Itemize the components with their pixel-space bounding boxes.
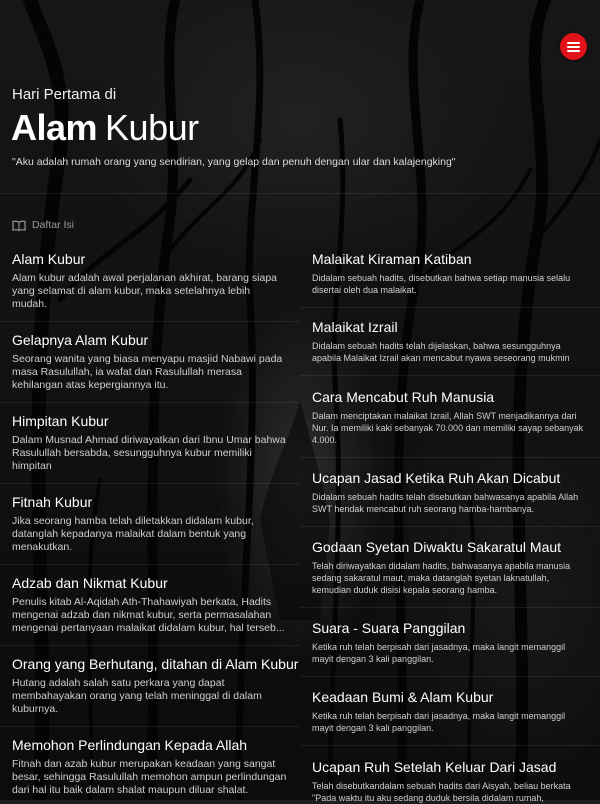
page-quote: "Aku adalah rumah orang yang sendirian, yang gelap dan penuh dengan ular dan kalajengking" [12, 156, 456, 168]
hamburger-menu-icon [567, 42, 580, 52]
list-item-title: Himpitan Kubur [12, 413, 109, 429]
list-divider [300, 745, 600, 746]
list-item-desc: Telah disebutkandalam sebuah hadits dari Aisyah, beliau berkata "Pada waktu itu aku sedang duduk bersila didalam rumah, [312, 781, 571, 803]
list-item[interactable] [12, 250, 288, 311]
list-item-desc: Didalam sebuah hadits telah dijelaskan, bahwa sesungguhnya apabila Malaikat Izrail akan mencabut nyawa seseorang mukmin [312, 341, 570, 363]
list-divider [0, 645, 300, 646]
list-item-title: Fitnah Kubur [12, 494, 93, 510]
list-item[interactable] [312, 758, 588, 804]
list-divider [0, 321, 300, 322]
list-item[interactable] [12, 412, 288, 473]
list-item-title: Orang yang Berhutang, ditahan di Alam Kubur [12, 656, 299, 672]
list-divider [300, 676, 600, 677]
list-item[interactable] [312, 619, 588, 665]
page-title-light: Kubur [105, 107, 199, 148]
list-item-title: Ucapan Ruh Setelah Keluar Dari Jasad [312, 759, 557, 775]
list-divider [300, 375, 600, 376]
list-divider [0, 402, 300, 403]
list-divider [0, 564, 300, 565]
list-item-desc: Penulis kitab Al-Aqidah Ath-Thahawiyah berkata, Hadits mengenai adzab dan nikmat kubur, serta permasalahan mengenai pertanyaan malaikat didalam kubur, hal terseb... [12, 596, 285, 634]
list-item-desc: Seorang wanita yang biasa menyapu masjid Nabawi pada masa Rasulullah, ia wafat dan Rasulullah merasa kehilangan atas kepergiannya itu. [12, 353, 283, 391]
list-item[interactable] [312, 388, 588, 446]
list-item[interactable] [312, 250, 588, 296]
list-item[interactable] [12, 331, 288, 392]
list-item-title: Ucapan Jasad Ketika Ruh Akan Dicabut [312, 470, 561, 486]
toc-heading [12, 219, 74, 231]
list-item-desc: Ketika ruh telah berpisah dari jasadnya, maka langit memanggil mayit dengan 3 kali panggilan. [312, 711, 566, 733]
toc-label: Daftar Isi [32, 219, 75, 231]
list-item-title: Cara Mencabut Ruh Manusia [312, 389, 495, 405]
list-item[interactable] [12, 736, 288, 797]
list-item-desc: Fitnah dan azab kubur merupakan keadaan yang sangat besar, sehingga Rasulullah memohon ampun perlindungan dari hal itu baik dalam shalat maupun diluar shalat. [12, 758, 287, 796]
list-item[interactable] [312, 469, 588, 515]
list-item-title: Gelapnya Alam Kubur [12, 332, 149, 348]
list-item-desc: Alam kubur adalah awal perjalanan akhirat, barang siapa yang selamat di alam kubur, maka setelahnya lebih mudah. [12, 272, 278, 310]
list-item-desc: Jika seorang hamba telah diletakkan didalam kubur, datanglah kepadanya malaikat dalam bentuk yang menakutkan. [12, 515, 254, 553]
list-item-desc: Dalam menciptakan malaikat Izrail, Allah SWT menjadikannya dari Nur. Ia memiliki kaki sebanyak 70.000 dan memiliki sayap sebanyak 4.000. [312, 411, 584, 445]
list-item[interactable] [12, 574, 288, 635]
list-item[interactable] [12, 493, 288, 554]
list-item-desc: Telah diriwayatkan didalam hadits, bahwasanya apabila manusia sedang sakaratul maut, maka datanglah syetan laknatullah, kemudian duduk disisi kepala seorang hamba. [312, 561, 571, 595]
list-item-desc: Didalam sebuah hadits telah disebutkan bahwasanya apabila Allah SWT hendak mencabut ruh seorang hamba-hambanya. [312, 492, 579, 514]
list-item-title: Malaikat Izrail [312, 319, 398, 335]
list-item-title: Memohon Perlindungan Kepada Allah [12, 737, 248, 753]
list-divider [300, 526, 600, 527]
list-item[interactable] [12, 655, 299, 716]
list-item[interactable] [312, 318, 588, 364]
list-divider [300, 457, 600, 458]
list-item-title: Alam Kubur [12, 251, 86, 267]
list-item-title: Suara - Suara Panggilan [312, 620, 466, 636]
header-divider [0, 193, 600, 194]
menu-button[interactable] [560, 33, 587, 60]
page-title [11, 106, 199, 150]
list-divider [300, 607, 600, 608]
list-item-desc: Hutang adalah salah satu perkara yang dapat membahayakan orang yang telah meninggal di dalam kuburnya. [12, 677, 262, 715]
page-title-bold: Alam [11, 107, 98, 148]
list-item-desc: Ketika ruh telah berpisah dari jasadnya, maka langit memanggil mayit dengan 3 kali panggilan. [312, 642, 566, 664]
list-item-title: Adzab dan Nikmat Kubur [12, 575, 168, 591]
list-item-title: Godaan Syetan Diwaktu Sakaratul Maut [312, 539, 562, 555]
list-item-desc: Dalam Musnad Ahmad diriwayatkan dari Ibnu Umar bahwa Rasulullah bersabda, sesungguhnya kubur memiliki himpitan [12, 434, 286, 472]
list-item[interactable] [312, 688, 588, 734]
page-subtitle: Hari Pertama di [12, 86, 117, 103]
list-divider [0, 726, 300, 727]
list-item-title: Keadaan Bumi & Alam Kubur [312, 689, 494, 705]
list-item-title: Malaikat Kiraman Katiban [312, 251, 472, 267]
list-divider [0, 483, 300, 484]
list-divider [300, 307, 600, 308]
book-icon [12, 220, 26, 231]
list-item[interactable] [312, 538, 588, 596]
list-item-desc: Didalam sebuah hadits, disebutkan bahwa setiap manusia selalu disertai oleh dua malaikat. [312, 273, 571, 295]
